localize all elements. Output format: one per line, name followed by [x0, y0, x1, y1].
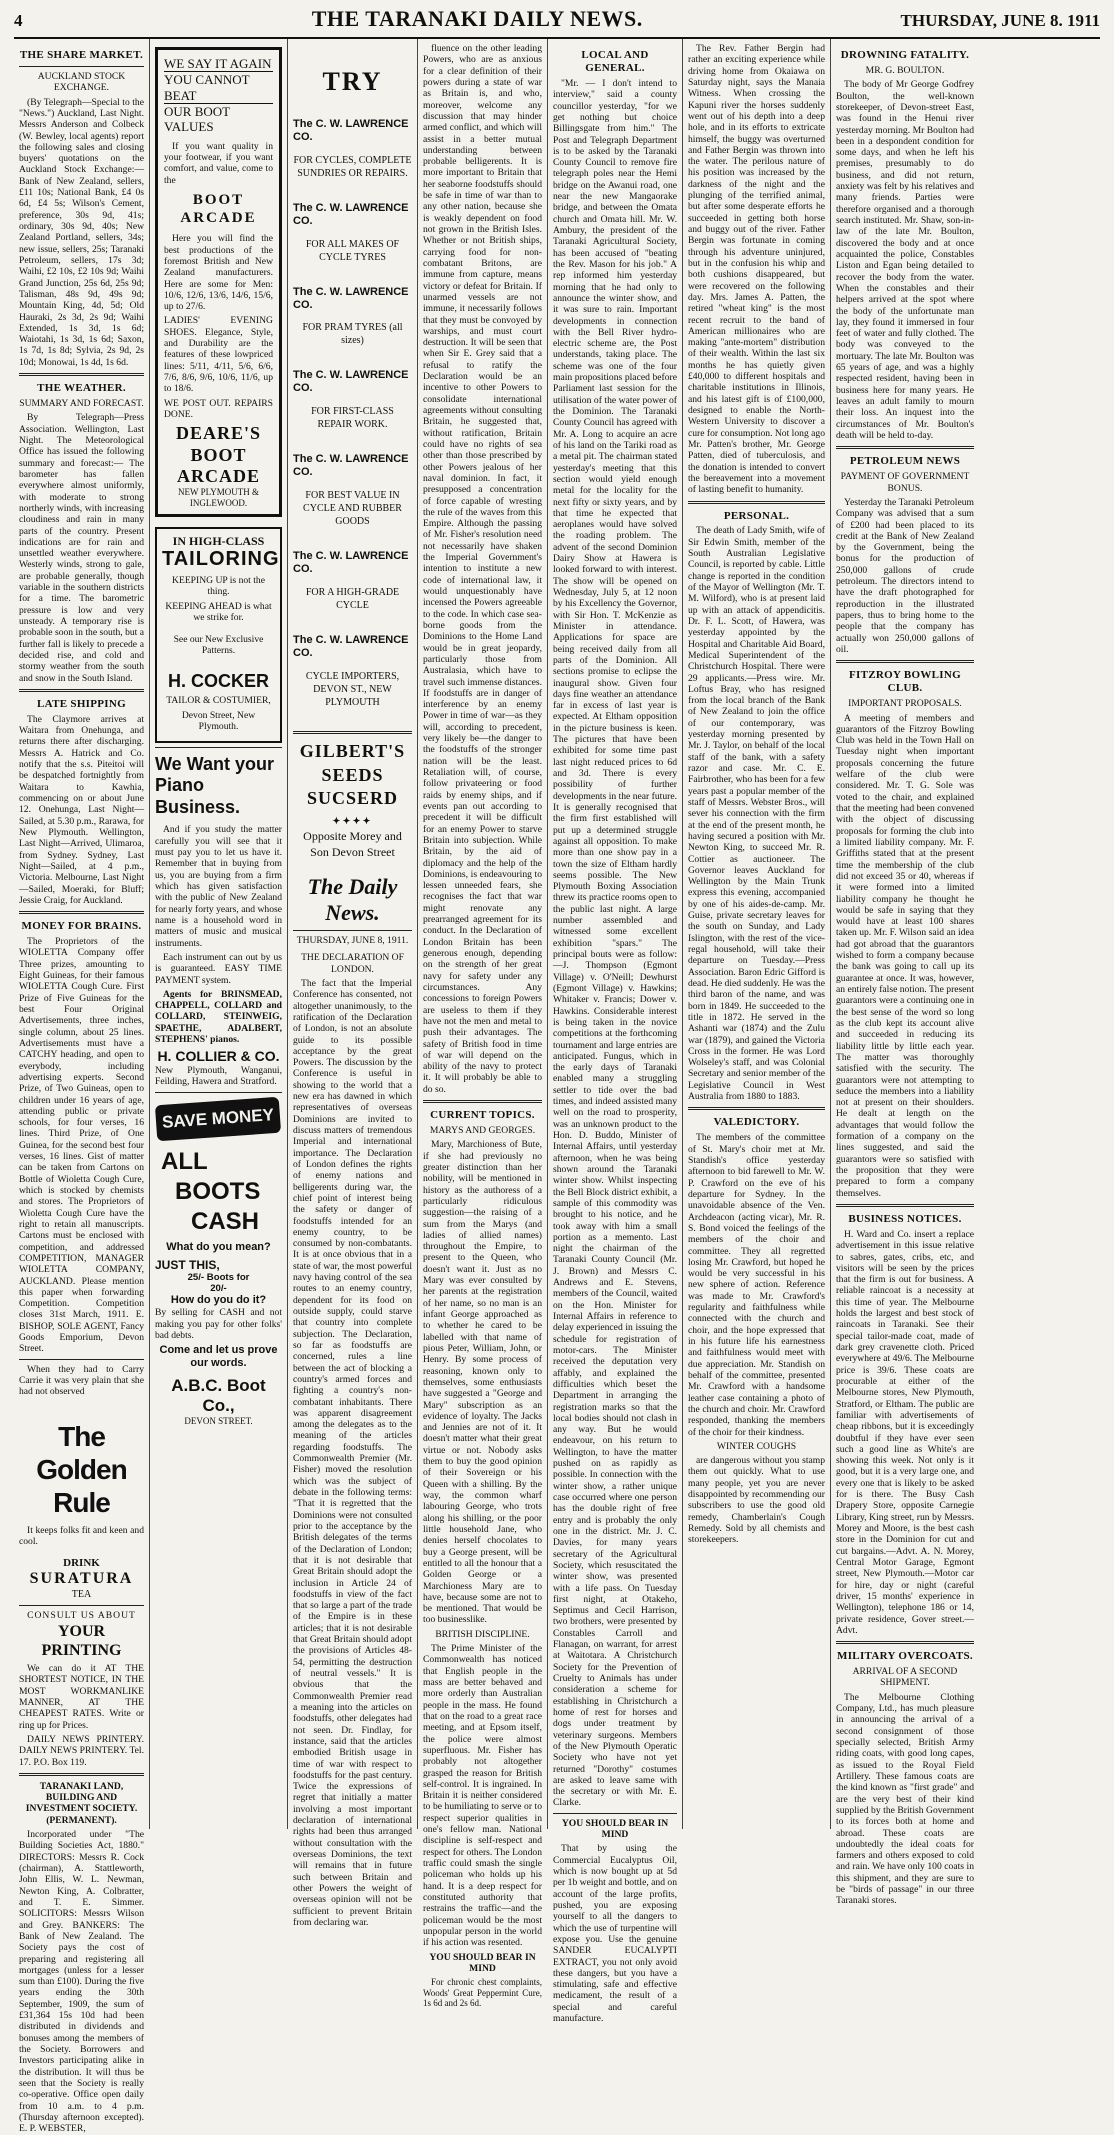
lawrence-name: The C. W. LAWRENCE CO.: [293, 634, 409, 660]
divider: [19, 1773, 144, 1776]
divider: [836, 446, 974, 449]
petroleum-body: Yesterday the Taranaki Petroleum Company was advised that a sum of £200 had been placed to its credit at the Bank of New Zealand by the Government, being the bonus for the production of 250,000 gallons of crude petroleum. The directors intend to have the draft photographed for reproduction in the illustrated papers, thus to bring home to the people that the company has actually won 250,000 gallons of oil.: [836, 496, 974, 655]
share-market-subhead: AUCKLAND STOCK EXCHANGE.: [37, 70, 126, 94]
bear-heading: YOU SHOULD BEAR IN MIND: [561, 1817, 669, 1841]
piano-easy: Each instrument can out by us is guaranteed. EASY TIME PAYMENT system.: [155, 951, 282, 986]
divider: [836, 1641, 974, 1644]
overcoats-body: The Melbourne Clothing Company, Ltd., has much pleasure in announcing the arrival of a second consignment of those specially selected, British Army riding coats, with good long capes, as issued to the Royal Field Artillery. These famous coats are the kind known as "first grade" and are the very best of their kind supplied by the British Government to its forces both at home and abroad. These coats are undoubtedly the ideal coats for farmers and others exposed to cold and rain. We have only 100 coats in this shipment, and they are sure to be "birds of passage" in our three Taranaki stores.: [836, 1691, 974, 1907]
ad-line: Come and let us prove our words.: [159, 1344, 278, 1370]
share-market-body: (By Telegraph—Special to the "News.") Auckland, Last Night. Messrs Anderson and Colbeck (W. Bewley, local agents) report the following sales and closing buyers' quotations on the Auckland Stock Exchange:— Bank of New Zealand, sellers, £11 10s; National Bank, £4 0s 6d, £4 5s; Wilson's Cement, preference, 30s 9d, 41s; ordinary, 30s 9d, 40s; New Zealand Portland, sellers, 34s; new issue, sellers, 25s; Taranaki Petroleum, sellers, 17s 3d; Waihi, £2 10s, £2 10s 9d; Waihi Grand Junction, 25s 6d, 25s 9d; Talisman, 48s 9d, 49s 9d; Mountain King, 4d, 5d; Old Hauraki, 2s 3d, 2s 9d; Waihi Extended, 1s 3d, 1s 6d; Waiotahi, 1s 3d, 1s 6d; Saxon, 1s 7d, 1s 8d; Sylvia, 2s 9d, 2s 10d; Monowai, 1s 4d, 1s 6d.: [19, 96, 144, 368]
divider: [423, 1100, 542, 1103]
abc-address: DEVON STREET.: [184, 1416, 253, 1427]
divider: [688, 501, 825, 504]
drink-label: DRINK: [63, 1557, 100, 1570]
carrie-ad: When they had to Carry Carrie it was very plain that she had not observed: [19, 1363, 144, 1398]
business-notices-heading: BUSINESS NOTICES.: [848, 1212, 962, 1225]
lawrence-item: [293, 453, 412, 528]
lawrence-desc: FOR A HIGH-GRADE CYCLE: [305, 587, 400, 612]
divider: [19, 66, 144, 67]
printing-ad: YOUR PRINTING: [41, 1623, 122, 1660]
col4-footer: For chronic chest complaints, Woods' Great Peppermint Cure, 1s 6d and 2s 6d.: [423, 1977, 542, 2009]
try-heading: TRY: [322, 67, 383, 96]
divider: [19, 373, 144, 376]
ad-body: KEEPING AHEAD is what we strike for.: [165, 600, 272, 624]
ad-line: TAILORING: [162, 548, 280, 571]
ornament: ✦✦✦✦: [332, 816, 373, 828]
deare-name: DEARE'S: [175, 423, 262, 444]
ad-body: Here you will find the best productions of the foremost British and New Zealand manufacturers. Here are some for Men: 10/6, 12/6, 13/6, 14/6, 15/6, up to 27/6.: [164, 233, 273, 313]
shipping-body: The Claymore arrives at Waitara from Onehunga, and returns there after discharging. Messrs A. Hatrick and Co. notify that the s.s. Piteitoi will be despatched fortnightly from Waitara to Kawhia, commencing on or about June 12. Onehunga, Last Night—Sailed, at 5.30 p.m., Rarawa, for New Plymouth. Wellington, Last Night—Arrived, Ulimaroa, from Sydney. Sydney, Last Night—Sailed, at 4 p.m., Victoria. Melbourne, Last Night—Sailed, Moeraki, for Bluff; Jessie Craig, for Auckland.: [19, 713, 144, 906]
weather-body: By Telegraph—Press Association. Wellington, Last Night. The Meteorological Office has issued the following summary and forecast:— The barometer has fallen everywhere almost uniformly, with moderate to strong northerly winds, with increasing cloudiness and rain in many parts of the country. Present indications are for rain and unsettled weather everywhere. Westerly winds, strong to gale, are probable generally, though variable in the southern districts for a time. The barometric pressure is low and very unsteady. A temporary rise is probable soon in the south, but a further fall is likely to precede a decided rise, and cold and stormy weather from the south and snow in the South Island.: [19, 412, 144, 684]
ad-line: IN HIGH-CLASS: [172, 534, 265, 549]
fitzroy-body: A meeting of members and guarantors of the Fitzroy Bowling Club was held in the Town Hall on Tuesday night when important proposals concerning the future welfare of the club were considered. Mr. T. G. Sole was voted to the chair, and explained that the meeting had been convened with the object of discussing proposals for forming the club into a limited liability company. Mr. F. Griffiths stated that at the present time the membership of the club did not exceed 35 or 40, whereas if it were formed into a limited liability company he thought he would be safe in saying that they would have at least 100 shares taken up. Mr. F. Wilson said an idea had got abroad that the guarantors wished to form a company because the bank was going to call up its guarantee at once. It was, however, an entirely false notion. The present guarantors were a continuing one in the best sense of the word so long as the club kept its account alive and succeeded in reducing its liability little by little each year. The matter was thoroughly satisfied with the security. The guarantors were not attempting to seduce the members into a liability not at present on their shoulders. He dealt at length on the advantages that would follow the formation of a company on the lines suggested, and said the guarantors were so satisfied with the proposition that they were prepared to form a company themselves.: [836, 712, 974, 1199]
ad-body: Devon Street, New Plymouth.: [181, 709, 256, 733]
fitzroy-subhead: IMPORTANT PROPOSALS.: [848, 698, 962, 710]
editorial-date: THURSDAY, JUNE 8, 1911.: [296, 935, 409, 946]
lawrence-name: The C. W. LAWRENCE CO.: [293, 369, 409, 395]
ad-line: JUST THIS,: [155, 1257, 220, 1272]
column-4: [418, 39, 548, 2009]
divider: [553, 1813, 677, 1814]
lawrence-desc: FOR BEST VALUE IN CYCLE AND RUBBER GOODS: [303, 490, 402, 528]
fitzroy-heading: FITZROY BOWLING CLUB.: [849, 669, 961, 695]
marys-body: Mary, Marchioness of Bute, if she had previously no greater distinction than her nobility, will be mentioned in history as the authoress of a particularly ridiculous suggestion—the raising of a sum from the Marys (and ladies of allied names) throughout the Empire, to present to the Queen, who doesn't want it. Just as no Mary was ever consulted by her parents at the registration of her name, so no man is an infant George approached as to whether he cared to be labelled with that name of pious Peter, William, John, or Henry. By some process of reasoning, known only to themselves, some enthusiasts have suggested a "George and Mary" subscription as an evidence of loyalty. The Jacks and Jennies are not of it. It doesn't matter what their great virtue or not. Nobody asks them to buy the good opinion of their Sovereign or his Queen with a shilling. By the way, the common wharf labouring George, who trots along his shilling, or the poor little household Jane, who denies herself chocolates to buy a George present, will be entitled to all the honour that a Golden George or a Marchioness Mary are to have, because some are not to be mentioned. That would be too businesslike.: [423, 1139, 542, 1626]
ad-line: CASH: [191, 1207, 260, 1235]
land-society-heading: TARANAKI LAND, BUILDING AND INVESTMENT SOCIETY. (PERMANENT).: [25, 1780, 138, 1826]
lawrence-item: [293, 550, 412, 612]
lawrence-name: The C. W. LAWRENCE CO.: [293, 117, 409, 143]
deare-location: NEW PLYMOUTH & INGLEWOOD.: [178, 486, 259, 508]
drowning-heading: DROWNING FATALITY.: [840, 49, 970, 61]
lawrence-desc: FOR PRAM TYRES (all sizes): [302, 322, 403, 347]
cocker-name: H. COCKER: [167, 670, 269, 691]
discipline-heading: BRITISH DISCIPLINE.: [435, 1628, 530, 1640]
page-number: 4: [14, 11, 23, 30]
tea-label: TEA: [71, 1589, 92, 1601]
divider: [293, 731, 412, 734]
land-society-body: Incorporated under "The Building Societies Act, 1880." DIRECTORS: Messrs R. Cock (chairman), A. Stattleworth, John Ellis, W. L. Newman, Newton King, A. Colbratter, and T. E. Simmer. SOLICITORS: Messrs Wilson and Grey. BANKERS: The Bank of New Zealand. The Society pays the cost of preparing and registering all mortgages (unless for a lesser sum than £100). During the five years ending the 30th September, 1909, the sum of £31,364 15s 10d had been distributed in dividends and bonuses among the members of the Society. Borrowers and Investors participating alike in the distribution. It will thus be seen that the Society is really co-operative. Office open daily from 10 a.m. to 4 p.m. (Thursday afternoon excepted). E. P. WEBSTER,: [19, 1829, 144, 2135]
boot-arcade-ad: [155, 47, 282, 517]
ad-body: By selling for CASH and not making you pay for other folks' bad debts.: [155, 1307, 282, 1341]
local-general-body: "Mr. — I don't intend to interview," said a county councillor yesterday, "for we get nothing but choice Billingsgate from him." The Post and Telegraph Department is to be asked by the Taranaki County Council to remove fire telegraph poles near the Hemi bridge on the Awanui road, one near the new Mangaorake bridge, and between the Omata church and Omata hill. Mr. W. Ambury, the president of the Taranaki Agricultural Society, has been accused of "beating the Rev. Mason for his job." A rep informed him yesterday morning that he had only to announce the winter show, and it was sure to rain. Important developments in connection with the Bell River hydro-electric scheme are, the Post understands, taking place. The scheme was one of the four main propositions placed before Parliament last session for the utilisation of the water power of the Dominion. The Taranaki County Council has agreed with Mr. A. Long to acquire an acre of his land on the Tariki road as a metal pit. The chairman stated yesterday's meeting that this section would yield enough metal for the locality for the next fifty or sixty years, and by that time he expected that aeroplanes would have solved the roading problem. The advent of the second Dominion Dairy Show at Hawera is looked forward to with interest. The show will be opened on Wednesday, July 5, at 12 noon by his Excellency the Governor, with Sir Hon. T. McKenzie as Minister in attendance. Applications for space are being received daily from all parts of the Dominion. All sections promise to eclipse the inaugural show. Given four days fine weather an attendance far in excess of last year is expected. At Eltham opposition in the picture business is keen. The pictures that have been exhibited for some time past last night reduced prices to 6d and 3d. There is every possibility of further developments in the near future. It is generally recognised that the firm first established will put up a determined struggle against all opposition. To make more than one show pay in a town the size of Eltham hardly seems possible. The New Plymouth Boxing Association threw its practice rooms open to the public last night. A large number assembled and witnessed some excellent exhibition "spars." The principal bouts were as follow:—J. Thompson (Egmont Village) v. O'Neill; Dewhurst (Egmont Village) v. Hawkins; Whitaker v. Francis; Dower v. Hawkins. Considerable interest is being taken in the novice competitions at the forthcoming tournament and large entries are anticipated. Fungus, which in the early days of Taranaki enabled many a struggling settler to tide over the bad times, and indeed assisted many well on the road to prosperity, was an unknown product to the Hon. D. Buddo, Minister of Internal Affairs, until yesterday afternoon, when he was being shown around the Taranaki winter show. Whilst inspecting the Bell Block district exhibit, a sample of this commodity was brought to his notice, and he took away with him a small portion as a memento. Last night the chairman of the Taranaki County Council (Mr. J. Brown) and Messrs C. Andrews and E. Stevens, members of the Council, waited on the Hon. Minister for Internal Affairs in reference to delay experienced in issuing the schedule for registration of motor-cars. The Minister received the deputation very affably, and explained the difficulties which beset the Department in arranging the registration marks so that the local bodies should not clash in any way. But he would endeavour, on his return to Wellington, to have the matter pushed on as rapidly as possible. In connection with the winter show, a rather unique case occurred where one person has the double right of free entry and is probably the only one in the district. Mr. J. C. Davies, for many years secretary of the Agricultural Society, which resuscitated the winter show, was presented with a life pass. On Tuesday first night, at Otakeho, Septimus and Cecil Harrison, two brothers, were presented by Constables Carroll and Flanagan, on warrant, for arrest at Waitotara. A Christchurch Society for the Prevention of Cruelty to Animals has under consideration a scheme for establishing in Christchurch a home of rest for horses and dogs under treatment by veterinary surgeons. Members of the New Plymouth Operatic Society who have not yet returned "Dorothy" costumes are asked to leave same with the secretary or with Mr. E. Clarke.: [553, 77, 677, 1809]
weather-heading: THE WEATHER.: [37, 382, 126, 395]
topics-heading: CURRENT TOPICS.: [430, 1109, 535, 1122]
lawrence-item: [293, 202, 412, 264]
lawrence-item: [293, 118, 412, 180]
collier-address: New Plymouth, Wanganui, Feilding, Hawera and Stratford.: [155, 1064, 282, 1088]
lawrence-name: The C. W. LAWRENCE CO.: [293, 201, 409, 227]
column-7: [831, 39, 979, 1907]
lawrence-item: [293, 286, 412, 348]
bear-body: That by using the Commercial Eucalyptus Oil, which is now bought up at 5d per 1b weight and bottle, and on account of the large profits, pushed, you are exposing yourself to all the dangers to which the use of turpentine will expose you. Use the genuine SANDER EUCALYPTI EXTRACT, you not only avoid these dangers, but you have a stimulating, safe and effective medicament, the result of a special and careful manufacture.: [553, 1843, 677, 2025]
valedictory-heading: VALEDICTORY.: [713, 1116, 800, 1129]
lawrence-item: [293, 369, 412, 431]
local-general-heading: LOCAL AND GENERAL.: [581, 49, 649, 74]
golden-rule-sub: It keeps folks fit and keen and cool.: [19, 1524, 144, 1548]
golden-rule-ad: The Golden Rule: [36, 1420, 127, 1518]
father-bergin-body: The Rev. Father Bergin had rather an exciting experience while driving home from Okaiawa on Saturday night, says the Manaia Witness. When crossing the Kapuni river the horses suddenly went out of his depth into a deep hole, and in its efforts to extricate himself, the buggy was overturned and Father Bergin was thrown into the water. The perilous nature of his position was increased by the darkness of the night and the plunging of the terrified animal, but after some desperate efforts he succeeded in getting both horse and buggy out of the river. Father Bergin was fortunate in coming through his adventure uninjured, but in the confusion his whip and both cushions disappeared, but were recovered on the following day. Mrs. James A. Patten, the retired "wheat king" is the most recent recruit to the band of American millionaires who are making "ante-mortem" distribution of their wealth. Within the last six months he has quietly given £40,000 to different hospitals and charitable institutions in Illinois, and his latest gift is of £100,000, designed to enable the North-Western University to discover a cure for consumption. Not long ago Mr. Patten's brother, Mr. George Patten, died of tuberculosis, and the donation is intended to convert the bereavement into a movement of lasting benefit to humanity.: [688, 43, 825, 496]
divider: [19, 689, 144, 692]
price-line: 25/- Boots for: [187, 1271, 250, 1283]
lawrence-desc: FOR CYCLES, COMPLETE SUNDRIES OR REPAIRS.: [293, 154, 412, 179]
lawrence-name: The C. W. LAWRENCE CO.: [293, 550, 409, 576]
printing-body: We can do it AT THE SHORTEST NOTICE, IN THE MOST WORKMANLIKE MANNER, AT THE CHEAPEST RATES. Write or ring up for Prices.: [19, 1663, 144, 1731]
divider: [19, 1605, 144, 1606]
ad-line: How do you do it?: [170, 1294, 267, 1307]
brains-body: The Proprietors of the WIOLETTA Company offer Three prizes, amounting to Eight Guineas, for their famous WIOLETTA Cough Cure. First Prize of Five Guineas for the best Four Original Advertisements, three inches, single column, about 25 lines. Advertisements must have a CATCHY heading, and open to everybody, including advertising experts. Second Prize, of Two Guineas, open to children under 16 years of age, attending public or private schools, for four verses, 16 lines. Third Prize, of One Guinea, for the second best four verses, 16 lines. Gist of matter can be taken from Cartons on Bottle of Wioletta Cough Cure, which is stocked by chemists and stores. The Proprietors of Wioletta Cough Cure have the right to retain all manuscripts. Cartons must be enclosed with competition, and addressed COMPETITION, MANAGER WIOLETTA COMPANY, AUCKLAND. Please mention this paper when forwarding Competition. Competition closes 31st March, 1911. E. BISHOP, SOLE AGENT, Fancy Goods Emporium, Devon Street.: [19, 936, 144, 1355]
petroleum-subhead: PAYMENT OF GOVERNMENT BONUS.: [840, 471, 970, 494]
personal-heading: PERSONAL.: [723, 509, 790, 522]
ad-line: BOOTS: [175, 1177, 261, 1205]
deare-arcade: BOOT ARCADE: [176, 444, 260, 486]
gilbert-address: Opposite Morey and Son Devon Street: [303, 828, 402, 859]
marys-heading: MARYS AND GEORGES.: [429, 1125, 536, 1137]
collier-name: H. COLLIER & CO.: [157, 1048, 280, 1065]
column-2: [150, 39, 288, 1829]
overcoats-subhead: ARRIVAL OF A SECOND SHIPMENT.: [852, 1666, 958, 1689]
daily-news-nameplate: The Daily News.: [293, 874, 412, 931]
column-6: [683, 39, 831, 1829]
ad-body: KEEPING UP is not the thing.: [172, 574, 265, 598]
dol-continued: fluence on the other leading Powers, who are as anxious for a clear definition of their powers during a state of war as Britain is, and who, moreover, welcome any discussion that may hinder armed conflict, and which will assist in a better mutual understanding between probable belligerents. It is more important to Britain that her seaborne foodstuffs should be safe in time of war than to any other nation, because she is weakly dependent on food not grown in the British Isles. Whether or not British ships, carrying food for non-combatant Britons, are immune from capture, means victory or defeat for Britain. If unarmed vessels are not immune, it necessarily follows that they must be convoyed by warships, and must court destruction. It will be seen that when Sir E. Grey said that a refusal to ratify the Declaration would be an incentive to other Powers to consolidate international agreements without consulting Britain, he suggested that, without ratification, Britain could have no rights of sea other than those prescribed by other Powers jealous of her naval dominion. In fact, it presupposed a concentration of force capable of wresting the rule of the waves from this Empire. Although the passing of Mr. Fisher's resolution need not necessarily have shaken the Imperial Government's intention to institute a new code of international law, it would unquestionably have incensed the Powers agreeable to the code. In which case sea-borne goods from the Dominions to the Home Land would be in great jeopardy, particularly those from Australasia, which have to travel such immense distances. If foodstuffs are in danger of interference by an enemy Power in time of war—as they will, according to precedent, very likely be—the danger to the foodstuffs of the stronger nation will be the least. Retaliation will, of course, follow privateering or food raids by enemy ships, and if events pan out according to precedent it will be difficult for an enemy Power to starve Britain into subjection. While Britain, by the aid of diplomacy and the help of the Dominions, is endeavouring to lessen unneeded fears, she recognises the fact that war might renovate any prearranged agreement for its conduct. In the Declaration of London Britain has been generous enough, depending on the strength of her great navy for safety under any circumstances. Any concessions to foreign Powers are useless to them if they have not the men and metal to push their advantages. The safety of British food in time of war will depend on the ability of the navy to protect it. It will probably be able to do so.: [423, 43, 542, 1095]
piano-ad-heading: We Want your Piano Business.: [155, 753, 275, 817]
ad-body: TAILOR & COSTUMIER,: [166, 695, 271, 707]
overcoats-heading: MILITARY OVERCOATS.: [837, 1650, 973, 1663]
lawrence-name: The C. W. LAWRENCE CO.: [293, 453, 409, 479]
shipping-heading: LATE SHIPPING: [37, 697, 126, 710]
ad-line: OUR BOOT VALUES: [164, 103, 230, 135]
ad-body: See our New Exclusive Patterns.: [173, 633, 264, 657]
winter-coughs-body: are dangerous without you stamp them out quickly. What to use many people, yet you are never disappointed by recommending our subscribers to use the good old remedy, Chamberlain's Cough Remedy. Sold by all chemists and storekeepers.: [688, 1455, 825, 1546]
divider: [836, 660, 974, 663]
ad-line: What do you mean?: [166, 1240, 271, 1253]
column-1: [14, 39, 150, 2135]
price-value: 20/-: [210, 1283, 227, 1295]
printery-contact: DAILY NEWS PRINTERY. DAILY NEWS PRINTERY. Tel. 17. P.O. Box 119.: [19, 1733, 144, 1768]
weather-subhead: SUMMARY AND FORECAST.: [19, 398, 144, 410]
boot-arcade-name: BOOT ARCADE: [180, 191, 257, 226]
save-money-banner: SAVE MONEY: [155, 1096, 281, 1141]
discipline-body: The Prime Minister of the Commonwealth has noticed that English people in the mass are better behaved and more orderly than Australian people in the mass. He found that on the road to a great race meeting, and at Epsom itself, the police were almost superfluous. Mr. Fisher has probably not altogether grasped the reason for British self-control. It is ingrained. In Britain it is neither considered to be humiliating to serve or to respect superior qualities in one's fellow man. National discipline is self-respect and respect for others. The London traffic could smash the single policeman who holds up his hand. It is a deep respect for constituted authority that restrains the traffic—and the policeman would be the most unpopular person in the world if his action was resented.: [423, 1643, 542, 1949]
dol-body: The fact that the Imperial Conference has consented, not altogether unanimously, to the ratification of the Declaration of London, is not an absolute guide to its possible acceptance by the great Powers. The discussion by the Conference is useful in showing to the world that a new era has dawned in which representatives of overseas Dominions are invited to discuss matters of tremendous Imperial and international importance. The Declaration of London defines the rights of enemy nations and belligerents during war, the chief point of interest being the safety or danger of foodstuffs intended for an enemy country, to be consumed by non-combatants. It is at once obvious that in a state of war, the most powerful navy having control of the sea routes to an enemy country, dependent for its food on outside supply, could starve that country into complete subjection. The Declaration, so far as foodstuffs are concerned, rules a line between the act of blocking a country's armed forces and fighting a country's non-combatant inhabitants. There was apparent disagreement among the delegates as to the meaning of the articles regarding foodstuffs. The Commonwealth Premier (Mr. Fisher) moved the resolution which was the subject of debate in the following terms: "That it is regretted that the Dominions were not consulted prior to the acceptance by the British delegates of the terms of the Declaration of London; that it is not desirable that Great Britain should adopt the inclusion in Article 24 of foodstuffs in view of the fact that so large a part of the trade of the Empire is in these articles; that it is not desirable that Great Britain should adopt the provisions of Articles 48-54, permitting the destruction of neutral vessels." It is obvious that the Commonwealth Premier read a meaning into the articles on foodstuffs, other delegates had not seen. Dr. Findlay, for instance, said that the articles embodied British usage in time of war with respect to foodstuffs for the past century. Twice the expressions of regret that initially a matter involving a most important declaration of international rights had been thus arranged without consultation with the overseas Dominions, the text will remains that in future such between Britain and other Powers the weight of overseas opinion will not be sufficient to prevent Britain from declaring war.: [293, 977, 412, 1928]
brains-heading: MONEY FOR BRAINS.: [21, 920, 142, 933]
divider: [155, 747, 282, 748]
all-boots-cash: [161, 1147, 282, 1237]
drowning-subhead: MR. G. BOULTON.: [865, 64, 945, 76]
piano-body: And if you study the matter carefully you will see that it must pay you to let us have it. Remember that in buying from us, you are buying from a firm which has given satisfaction with the public of New Zealand for nearly forty years, and whose name is a household word in matters of music and musical instruments.: [155, 824, 282, 949]
ad-body: WE POST OUT. REPAIRS DONE.: [164, 397, 273, 420]
lawrence-desc: CYCLE IMPORTERS, DEVON ST., NEW PLYMOUTH: [305, 671, 400, 709]
lawrence-name: The C. W. LAWRENCE CO.: [293, 285, 409, 311]
ad-body: LADIES' EVENING SHOES. Elegance, Style, and Durability are the features of these lowpriced lines: 5/11, 4/11, 5/6, 6/6, 7/6, 8/6, 9/6, 10/6, 11/6, up to 18/6.: [164, 315, 273, 395]
ad-body: If you want quality in your footwear, if you want comfort, and value, come to the: [164, 140, 273, 186]
divider: [155, 1092, 282, 1093]
drowning-body: The body of Mr George Godfrey Boulton, the well-known storekeeper, of Devon-street East, was found in the Henui river yesterday morning. Mr Boulton had been in a despondent condition for some days, and when he left his premises, presumably to do business, and did not return, anxiety was felt by his relatives and many friends. Parties were therefore organised and a thorough search instituted. Mr. Shaw, son-in-law of the late Mr. Boulton, discovered the body and at once acquainted the police, Constables Liston and Egan being detailed to recover the body from the water. When the constables and their helpers arrived at the spot where the body of the unfortunate man lay, they found it immersed in four feet of water and fully clothed. The body was conveyed to the mortuary. The late Mr. Boulton was 65 years of age, and was a highly respected resident, having been in business here for many years. He leaves an adult family to mourn their loss. An inquest into the circumstances of Mr. Boulton's death will be held to-day.: [836, 79, 974, 441]
share-market-heading: THE SHARE MARKET.: [19, 49, 144, 61]
column-3: [288, 39, 418, 1928]
issue-date: THURSDAY, JUNE 8. 1911: [900, 11, 1100, 30]
cocker-tailoring-ad: [155, 527, 282, 742]
valedictory-body: The members of the committee of St. Mary's choir met at Mr. Standish's office yesterday afternoon to bid farewell to Mr. W. P. Crawford on the eve of his departure for Sydney. In the unavoidable absence of the Ven. Archdeacon (acting vicar), Mr. R. S. Bond voiced the feelings of the members of the choir and committee. They all regretted losing Mr. Crawford, but hoped he would be very successful in his new sphere of action. Reference was made to Mr. Crawford's regularity and faithfulness while connected with the church and choir, and the hope expressed that in his future life his earnestness and faithfulness would meet with due appreciation. Mr. Standish on behalf of the committee, presented Mr. Crawford with a handsome leather case containing a photo of the church and choir. Mr. Crawford responded, thanking the members of the choir for their kindness.: [688, 1132, 825, 1438]
divider: [19, 911, 144, 914]
piano-agents: Agents for BRINSMEAD, CHAPPELL, COLLARD and COLLARD, STEINWEIG, SPAETHE, ADALBERT, STEPHENS' pianos.: [155, 988, 282, 1046]
ad-line: YOU CANNOT BEAT: [164, 72, 273, 104]
dol-heading: THE DECLARATION OF LONDON.: [301, 952, 404, 975]
save-money-ad: [155, 1101, 282, 1137]
winter-coughs-heading: WINTER COUGHS: [716, 1440, 797, 1452]
lawrence-item: [293, 634, 412, 709]
newspaper-title: THE TARANAKI DAILY NEWS.: [311, 6, 643, 31]
personal-body: The death of Lady Smith, wife of Sir Edwin Smith, member of the South Australian Legislative Council, is reported by cable. Little change is reported in the condition of the Mayor of Wellington (Mr. T. M. Wilford), who is at present laid up with an attack of appendicitis. Dr. F. L. Scott, of Hawera, was yesterday appointed by the Hospital and Charitable Aid Board, Medical Superintendent of the Christchurch Hospital. There were 29 applicants.—Press wire. Mr. Loftus Bray, who has resigned from the local branch of the Bank of New Zealand to join the office of our contemporary, was yesterday morning presented by Mr. J. Taylor, on behalf of the local staff of the bank, with a safety razor and case. Mr. C. E. Fairbrother, who has been for a few years past a popular member of the staff of Messrs. Webster Bros., will sever his connection with the firm at the end of the present month, he having secured a position with Mr. Newton King, to succeed Mr. R. Cottier as auctioneer. The Governor leaves Auckland for Wellington by the Main Trunk express this evening, accompanied by one of his aides-de-camp. Mr. Guise, private secretary leaves for the south on Sunday, and Lady Islington, with the rest of the vice-regal household, will take their departure on Tuesday.—Press Association. Baron Edric Gifford is dead. He died suddenly. He was the third baron of the name, and was born in 1849. He succeeded to the title in 1872. He served in the Ashanti war (1874) and the Zulu war (1879), and gained the Victoria Cross in the former. He was Lord Wolseley's staff, and was Colonial Secretary and senior member of the Legislative Council in West Australia from 1880 to 1883.: [688, 525, 825, 1103]
divider: [688, 1107, 825, 1110]
business-notices-body: H. Ward and Co. insert a replace advertisement in this issue relative to sabres, gates, cribs, etc, and visitors will be seen by the prices that the firm is out for business. A reliable raincoat is a necessity at this time of year. The Melbourne holds the largest and best stock of raincoats in Taranaki. See their special tailor-made coat, made of dark grey cravenette cloth. Priced everywhere at 49/6. The Melbourne price is 39/6. These coats are procurable at either of the Melbourne stores, New Plymouth, Stratford, or Eltham. The public are familiar with advertisements of cheap ribbons, but it is exceedingly doubtful if they have ever seen such a good line as White's are showing this week. Not only is it good, but it is a very large one, and every one that is likely to be asked for is there. The Busy Cash Drapery Store, opposite Carnegie Library, King street, run by Messrs. Morey and Moore, is the best cash store in the Dominion for cut and cut bargains.—Advt. A. N. Morey, Central Motor Garage, Egmont street, New Plymouth.—Motor car for hire, day or night (careful driver, 15 months' experience in Wellington), telephone 186 or 14, private residence, Gover street.—Advt.: [836, 1228, 974, 1636]
consult-label: CONSULT US ABOUT: [27, 1609, 136, 1621]
suratura-ad: SURATURA: [29, 1570, 134, 1588]
divider: [836, 1204, 974, 1207]
column-5: [548, 39, 683, 2025]
abc-boot-co: A.B.C. Boot Co.,: [171, 1376, 266, 1416]
lawrence-desc: FOR ALL MAKES OF CYCLE TYRES: [305, 238, 400, 263]
divider: [19, 1359, 144, 1360]
bear-heading: YOU SHOULD BEAR IN MIND: [429, 1951, 536, 1974]
ad-line: ALL: [161, 1147, 208, 1175]
columns: [14, 39, 1100, 2135]
gilbert-seeds-ad: GILBERT'S SEEDS SUCSERD: [299, 741, 406, 809]
masthead: [14, 6, 1100, 39]
lawrence-desc: FOR FIRST-CLASS REPAIR WORK.: [311, 406, 394, 431]
ad-line: WE SAY IT AGAIN: [164, 56, 272, 71]
petroleum-heading: PETROLEUM NEWS: [849, 455, 961, 468]
